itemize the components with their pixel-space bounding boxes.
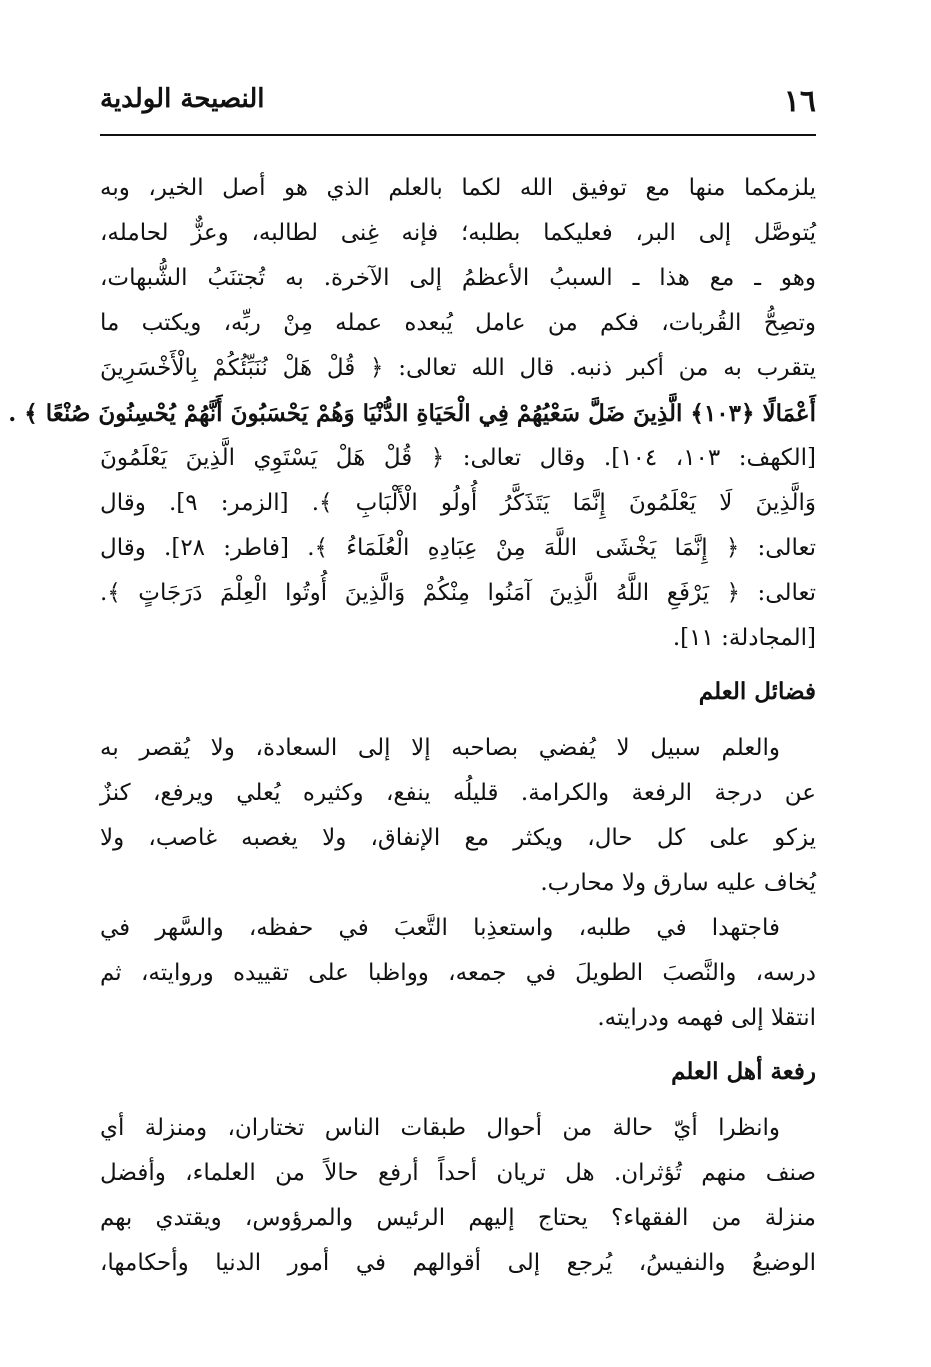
running-title: النصيحة الولدية [100,84,265,114]
text-line: وانظرا أيّ حالة من أحوال طبقات الناس تختاران، ومنزلة أي [100,1115,780,1141]
page-number: ١٦ [783,84,816,119]
section-heading-virtues-of-knowledge: فضائل العلم [698,678,816,705]
text-line: منزلة من الفقهاء؟ يحتاج إليهم الرئيس والمرؤوس، ويقتدي بهم [100,1205,816,1231]
text-line: يزكو على كل حال، ويكثر مع الإنفاق، ولا يغصبه غاصب، ولا [100,825,816,851]
text-line: عن درجة الرفعة والكرامة. قليلُه ينفع، وكثيره يُعلي ويرفع، كنزٌ [100,780,816,806]
text-line: والعلم سبيل لا يُفضي بصاحبه إلا إلى السعادة، ولا يُقصر به [100,735,780,761]
text-line-quran: تعالى: ﴿ يَرْفَعِ اللَّهُ الَّذِينَ آمَنُوا مِنْكُمْ وَالَّذِينَ أُوتُوا الْعِلْمَ دَرَجَاتٍ ﴾. [100,580,816,606]
page-body [8,166,816,1286]
text-line: يُتوصَّل إلى البر، فعليكما بطلبه؛ فإنه غِنى لطالبه، وعزٌّ لحامله، [100,220,816,246]
page-header [100,82,816,122]
text-line: وهو ـ مع هذا ـ السببُ الأعظمُ إلى الآخرة. به تُجتنَبُ الشُّبهات، [100,265,816,291]
section-heading-status-of-scholars: رفعة أهل العلم [671,1058,816,1085]
paragraph-intro [8,166,816,661]
quran-verse-line: أَعْمَالًا ﴿١٠٣﴾ الَّذِينَ ضَلَّ سَعْيُهُمْ فِي الْحَيَاةِ الدُّنْيَا وَهُمْ يَحْسَبُونَ أَنَّهُمْ يُحْسِنُونَ صُنْعًا ﴾ . [8,400,816,427]
text-line: الوضيعُ والنفيسُ، يُرجع إلى أقوالهم في أمور الدنيا وأحكامها، [100,1250,816,1276]
text-line: وتصِحُّ القُربات، فكم من عامل يُبعده عمله مِنْ ربِّه، ويكتب ما [100,310,816,336]
text-line: صنف منهم تُؤثران. هل تريان أحداً أرفع حالاً من العلماء، وأفضل [100,1160,816,1186]
text-line-quran: يتقرب به من أكبر ذنبه. قال الله تعالى: ﴿ قُلْ هَلْ نُنَبِّئُكُمْ بِالْأَخْسَرِينَ [100,355,816,381]
text-line: يُخاف عليه سارق ولا محارب. [540,870,816,896]
text-line: فاجتهدا في طلبه، واستعذِبا التَّعبَ في حفظه، والسَّهر في [100,915,780,941]
paragraph-diligence [100,906,816,1041]
text-line-quran: وَالَّذِينَ لَا يَعْلَمُونَ إِنَّمَا يَتَذَكَّرُ أُولُو الْأَلْبَابِ ﴾. [الزمر: ٩]. وقال [100,490,816,516]
header-rule [100,134,816,136]
text-line-quran: [الكهف: ١٠٣، ١٠٤]. وقال تعالى: ﴿ قُلْ هَلْ يَسْتَوِي الَّذِينَ يَعْلَمُونَ [100,445,816,471]
paragraph-virtues [100,726,816,906]
text-line: يلزمكما منها مع توفيق الله لكما بالعلم الذي هو أصل الخير، وبه [100,175,816,201]
text-line: انتقلا إلى فهمه ودرايته. [597,1005,816,1031]
text-line-quran: تعالى: ﴿ إِنَّمَا يَخْشَى اللَّهَ مِنْ عِبَادِهِ الْعُلَمَاءُ ﴾. [فاطر: ٢٨]. وقال [100,535,816,561]
paragraph-scholars [100,1106,816,1286]
citation-line: [المجادلة: ١١]. [672,625,816,651]
text-line: درسه، والنَّصبَ الطويلَ في جمعه، وواظبا على تقييده وروايته، ثم [100,960,816,986]
